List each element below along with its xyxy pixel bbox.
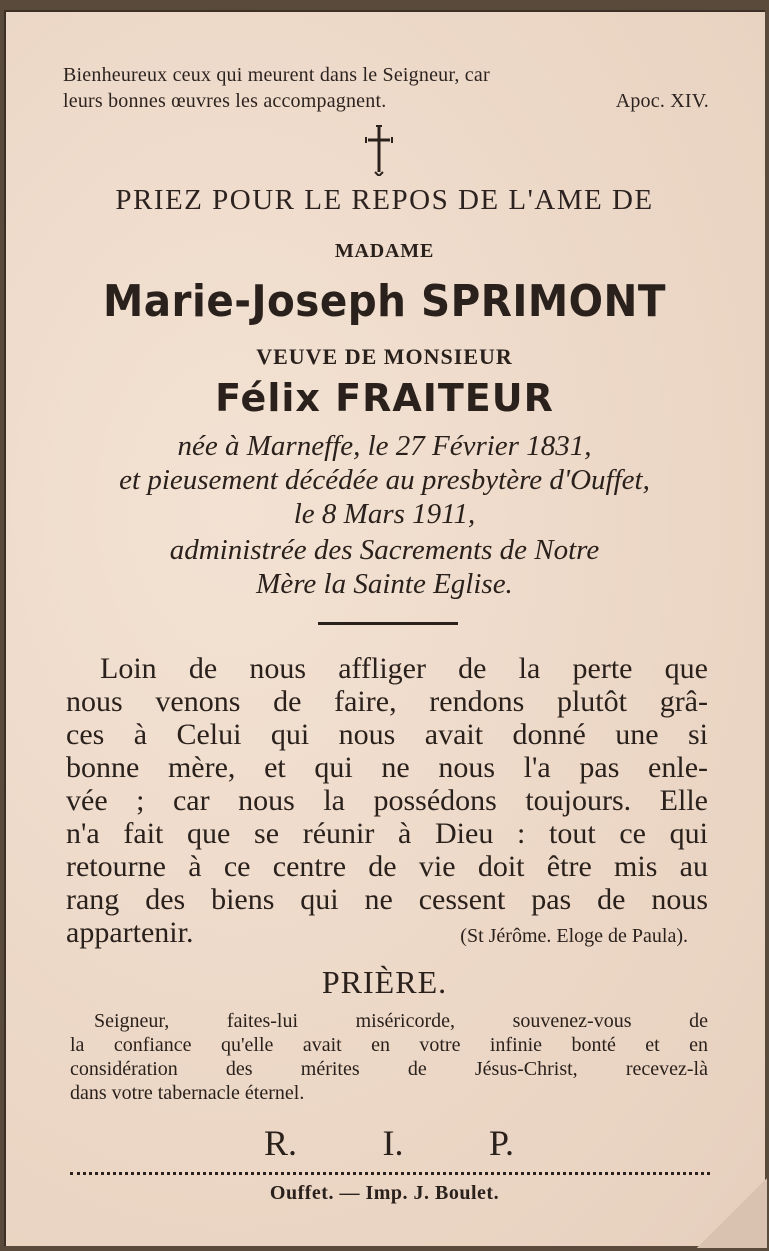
epigraph-line-1: Bienheureux ceux qui meurent dans le Seigneur, car	[63, 64, 490, 86]
divider	[318, 622, 458, 625]
prayer-title: PRIÈRE.	[321, 964, 448, 1000]
church-line: Mère la Sainte Eglise.	[256, 568, 513, 600]
prayer-line: considération des mérites de Jésus-Christ, recevez-là	[70, 1058, 708, 1080]
printer-imprint: Ouffet. — Imp. J. Boulet.	[269, 1182, 500, 1204]
epigraph-text: leurs bonnes œuvres les accompagnent.	[63, 90, 387, 112]
cross-icon	[364, 124, 394, 176]
worn-corner	[697, 1178, 767, 1248]
sacraments-line: administrée des Sacrements de Notre	[169, 534, 600, 566]
meditation-line: vée ; car nous la possédons toujours. Elle	[66, 784, 708, 817]
meditation-line: ces à Celui qui nous avait donné une si	[66, 718, 708, 751]
husband-name: Félix FRAITEUR	[215, 376, 554, 420]
birth-line: née à Marneffe, le 27 Février 1831,	[177, 430, 592, 462]
meditation-source: (St Jérôme. Eloge de Paula).	[460, 925, 688, 947]
rip-letter-r: R.	[264, 1123, 298, 1163]
prayer-request-heading: PRIEZ POUR LE REPOS DE L'AME DE	[115, 184, 654, 216]
meditation-line: rang des biens qui ne cessent pas de nous	[66, 883, 708, 916]
epigraph-line-2	[63, 90, 709, 113]
deceased-name: Marie-Joseph SPRIMONT	[103, 276, 666, 327]
meditation-line: retourne à ce centre de vie doit être mis au	[66, 850, 708, 883]
death-line: et pieusement décédée au presbytère d'Ouffet,	[119, 464, 650, 496]
dotted-divider	[70, 1172, 710, 1175]
meditation-line: Loin de nous affliger de la perte que	[100, 652, 708, 685]
meditation-line: bonne mère, et qui ne nous l'a pas enle-	[66, 751, 708, 784]
meditation-last-line	[66, 916, 708, 950]
rip-letter-i: I.	[382, 1123, 404, 1163]
title-madame: MADAME	[334, 240, 435, 262]
rip-letter-p: P.	[488, 1123, 514, 1163]
prayer-line: dans votre tabernacle éternel.	[70, 1082, 305, 1104]
prayer-line: la confiance qu'elle avait en votre infinie bonté et en	[70, 1034, 708, 1056]
memorial-card	[4, 10, 765, 1246]
meditation-line: nous venons de faire, rendons plutôt grâ-	[66, 685, 708, 718]
prayer-line: Seigneur, faites-lui miséricorde, souvenez-vous de	[94, 1010, 708, 1032]
epigraph-reference: Apoc. XIV.	[615, 90, 709, 112]
rip-inscription	[264, 1122, 514, 1164]
meditation-end: appartenir.	[66, 916, 194, 949]
meditation-line: n'a fait que se réunir à Dieu : tout ce qui	[66, 817, 708, 850]
death-date-line: le 8 Mars 1911,	[293, 498, 476, 530]
widow-of-label: VEUVE DE MONSIEUR	[256, 344, 513, 369]
